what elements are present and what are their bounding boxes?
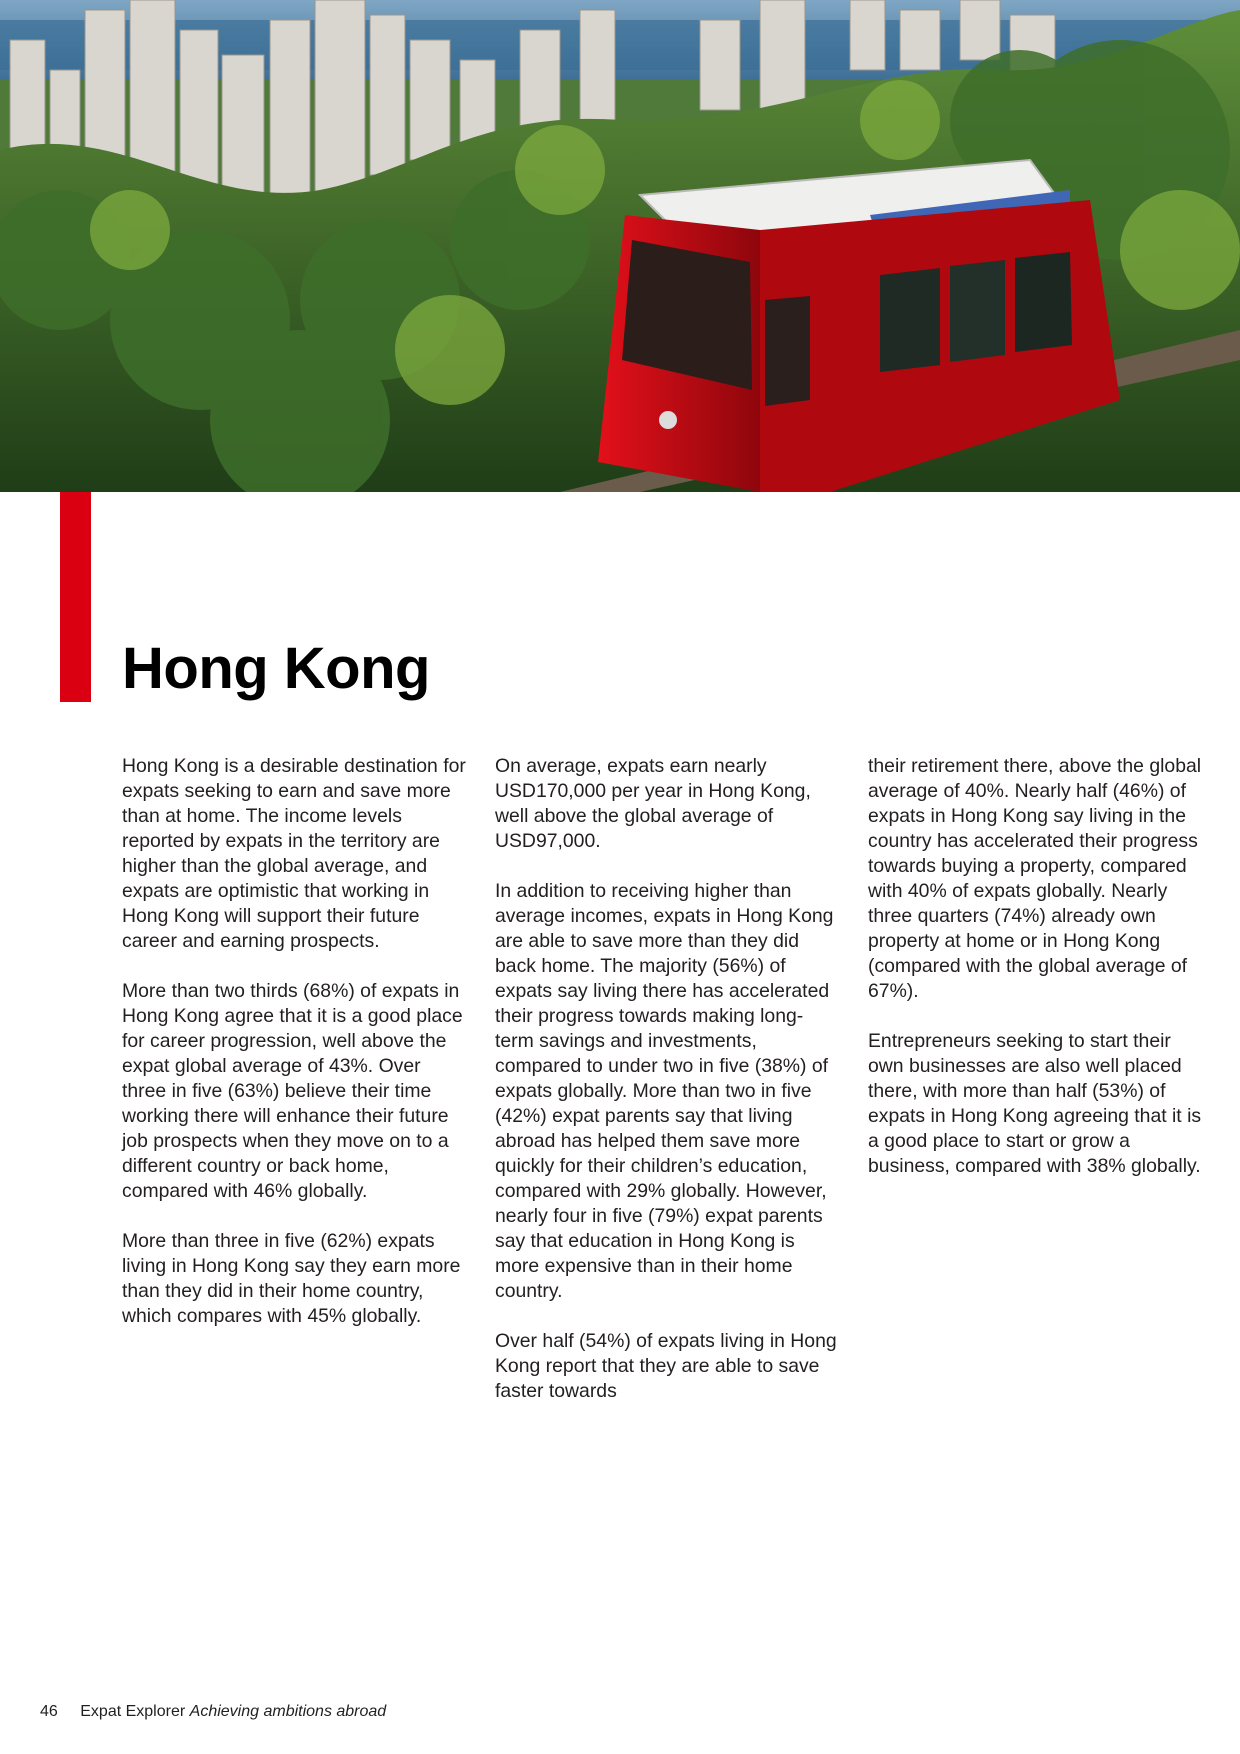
text-column-2 — [495, 754, 840, 1429]
page-number: 46 — [40, 1703, 58, 1720]
peak-tram-illustration — [0, 0, 1240, 492]
hero-image — [0, 0, 1240, 492]
paragraph: More than three in five (62%) expats living in Hong Kong say they earn more than they did in their home country, which compares with 45% globally. — [122, 1230, 461, 1327]
paragraph: In addition to receiving higher than average incomes, expats in Hong Kong are able to save more than they did back home. The majority (56%) of expats say living there has accelerated their progress towards making long-term savings and investments, compared to under two in five (38%) of expats globally. More than two in five (42%) expat parents say that living abroad has helped them save more quickly for their children’s education, compared with 29% globally. However, nearly four in five (79%) expat parents say that education in Hong Kong is more expensive than in their home country. — [495, 880, 834, 1302]
page-footer — [40, 1703, 386, 1721]
page-title: Hong Kong — [122, 636, 430, 701]
text-column-1 — [122, 754, 467, 1354]
paragraph: their retirement there, above the global average of 40%. Nearly half (46%) of expats in Hong Kong say living in the country has accelerated their progress towards buying a property, compared with 40% of expats globally. Nearly three quarters (74%) already own property at home or in Hong Kong (compared with the global average of 67%). — [868, 755, 1202, 1002]
paragraph: Over half (54%) of expats living in Hong Kong report that they are able to save faster towards — [495, 1330, 837, 1402]
paragraph: Entrepreneurs seeking to start their own businesses are also well placed there, with more than half (53%) of expats in Hong Kong agreeing that it is a good place to start or grow a business, compared with 38% globally. — [868, 1030, 1202, 1177]
publication-name: Expat Explorer — [80, 1703, 186, 1720]
paragraph: Hong Kong is a desirable destination for expats seeking to earn and save more than at home. The income levels reported by expats in the territory are higher than the global average, and expats are optimistic that working in Hong Kong will support their future career and earning prospects. — [122, 755, 466, 952]
publication-subtitle: Achieving ambitions abroad — [189, 1703, 387, 1720]
paragraph: On average, expats earn nearly USD170,000 per year in Hong Kong, well above the global average of USD97,000. — [495, 755, 811, 852]
paragraph: More than two thirds (68%) of expats in Hong Kong agree that it is a good place for career progression, well above the expat global average of 43%. Over three in five (63%) believe their time working there will enhance their future job prospects when they move on to a different country or back home, compared with 46% globally. — [122, 980, 463, 1202]
accent-bar — [60, 492, 91, 702]
text-column-3 — [868, 754, 1203, 1204]
